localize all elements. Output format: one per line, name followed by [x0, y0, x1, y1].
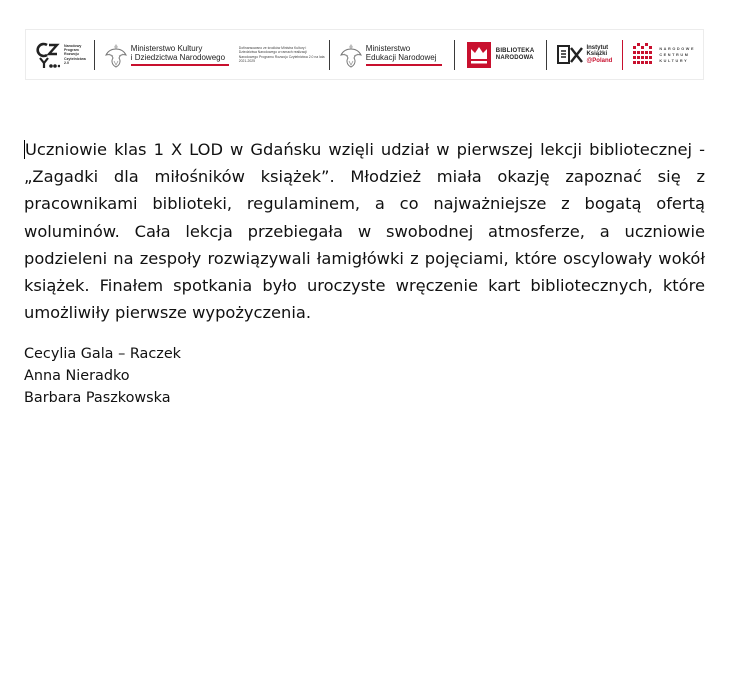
document-body[interactable] [24, 136, 705, 326]
mkidn-logo [105, 30, 229, 79]
men-red-line [366, 64, 442, 66]
divider [622, 40, 623, 70]
divider [94, 40, 95, 70]
ik-logo [557, 30, 612, 79]
ik-line-2: Książki [586, 51, 608, 58]
eagle-emblem-icon [340, 41, 362, 69]
mkidn-line-1: Ministerstwo Kultury [130, 43, 203, 53]
nck-logo [633, 30, 695, 79]
nck-emblem-icon [633, 43, 655, 67]
ik-line-3: @Poland [586, 57, 613, 64]
book-icon [557, 44, 583, 66]
bn-line-1: BIBLIOTEKA [495, 47, 535, 54]
article-text: Uczniowie klas 1 X LOD w Gdańsku wzięli udział w pierwszej lekcji bibliotecznej - „Zagadki dla miłośników książek”. Młodzież miała okazję zapoznać się z pracownikami biblioteki, regulaminem, a co najważniejsze z bogatą ofertą woluminów. Cała lekcja przebiegała w swobodnej atmosferze, a uczniowie podzieleni na zespoły rozwiązywali łamigłówki z pojęciami, które oscylowały wokół książek. Finałem spotkania było uroczyste wręczenie kart bibliotecznych, które umożliwiły pierwsze wypożyczenia. [24, 140, 705, 323]
nprc-logo [36, 30, 86, 79]
eagle-emblem-icon [105, 41, 127, 69]
article-paragraph[interactable] [24, 136, 705, 326]
bn-line-2: NARODOWA [495, 54, 534, 61]
nck-line-2: CENTRUM [659, 52, 690, 57]
logo-banner [25, 29, 704, 80]
nprc-emblem-icon [36, 40, 60, 70]
nprc-text: Narodowy Program Rozwoju Czytelnictwa 2.0 [64, 43, 86, 65]
divider [546, 40, 547, 70]
nck-line-1: NARODOWE [659, 46, 696, 51]
authors-block[interactable] [24, 343, 181, 409]
mkidn-line-2: i Dziedzictwa Narodowego [130, 52, 226, 62]
mkidn-red-line [131, 64, 229, 66]
nck-line-3: KULTURY [659, 58, 689, 63]
men-logo [340, 30, 442, 79]
bn-logo [467, 30, 535, 79]
men-line-1: Ministerstwo [365, 43, 411, 53]
men-line-2: Edukacji Narodowej [365, 52, 437, 62]
author-name: Barbara Paszkowska [24, 390, 171, 406]
author-name: Cecylia Gala – Raczek [24, 346, 182, 362]
author-name: Anna Nieradko [24, 368, 130, 384]
financing-note: Dofinansowano ze środków Ministra Kultury i Dziedzictwa Narodowego w ramach realizacji Narodowego Programu Rozwoju Czytelnictwa 2.0 na lata 2021-2025 [238, 46, 325, 63]
divider [454, 40, 455, 70]
divider [329, 40, 330, 70]
bn-crown-icon [467, 42, 491, 68]
ik-line-1: Instytut [586, 44, 609, 51]
